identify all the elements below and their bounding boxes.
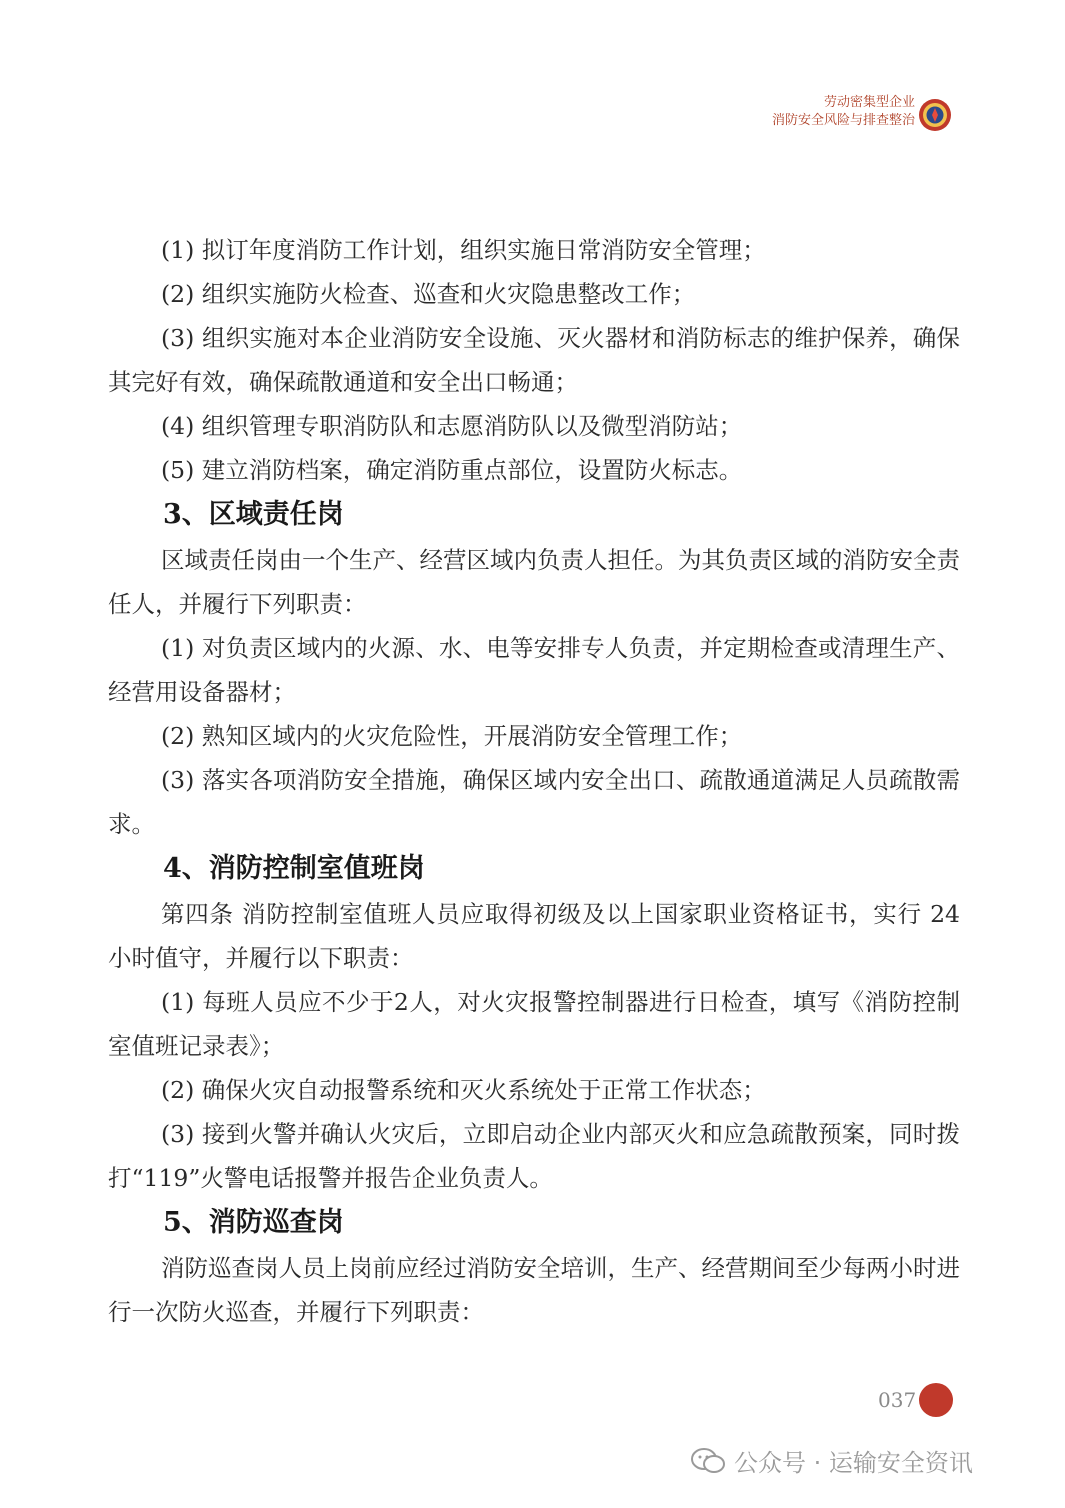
header-line-1: 劳动密集型企业 <box>823 95 915 110</box>
section-heading: 4、消防控制室值班岗 <box>163 853 425 884</box>
fire-emblem-icon <box>918 98 952 132</box>
page-marker-dot <box>919 1383 953 1417</box>
document-body <box>108 228 960 1334</box>
section-heading: 3、区域责任岗 <box>163 499 344 530</box>
list-item: (1) 每班人员应不少于2人，对火灾报警控制器进行日检查，填写《消防控制室值班记录表》； <box>108 988 960 1060</box>
list-item: (3) 接到火警并确认火灾后，立即启动企业内部灭火和应急疏散预案，同时拨打“119”火警电话报警并报告企业负责人。 <box>108 1120 960 1192</box>
header-line-2: 消防安全风险与排查整治 <box>771 113 915 128</box>
running-header <box>772 94 915 130</box>
paragraph: 区域责任岗由一个生产、经营区域内负责人担任。为其负责区域的消防安全责任人，并履行下列职责： <box>108 546 960 618</box>
list-item: (4) 组织管理专职消防队和志愿消防队以及微型消防站； <box>161 412 743 440</box>
page-number: 037 <box>878 1388 917 1412</box>
watermark-text: 公众号 · 运输安全资讯 <box>734 1449 973 1477</box>
list-item: (1) 拟订年度消防工作计划，组织实施日常消防安全管理； <box>161 236 766 264</box>
watermark <box>690 1443 973 1478</box>
list-item: (2) 组织实施防火检查、巡查和火灾隐患整改工作； <box>161 280 696 308</box>
list-item: (3) 组织实施对本企业消防安全设施、灭火器材和消防标志的维护保养，确保其完好有效，确保疏散通道和安全出口畅通； <box>108 324 960 396</box>
paragraph: 消防巡查岗人员上岗前应经过消防安全培训，生产、经营期间至少每两小时进行一次防火巡查，并履行下列职责： <box>108 1254 960 1326</box>
paragraph: 第四条 消防控制室值班人员应取得初级及以上国家职业资格证书，实行 24 小时值守，并履行以下职责： <box>108 900 960 972</box>
wechat-icon <box>690 1447 726 1475</box>
list-item: (2) 熟知区域内的火灾危险性，开展消防安全管理工作； <box>161 722 743 750</box>
list-item: (5) 建立消防档案，确定消防重点部位，设置防火标志。 <box>161 456 743 484</box>
section-heading: 5、消防巡查岗 <box>163 1207 344 1238</box>
list-item: (1) 对负责区域内的火源、水、电等安排专人负责，并定期检查或清理生产、经营用设备器材； <box>108 634 960 706</box>
list-item: (2) 确保火灾自动报警系统和灭火系统处于正常工作状态； <box>161 1076 766 1104</box>
list-item: (3) 落实各项消防安全措施，确保区域内安全出口、疏散通道满足人员疏散需求。 <box>108 766 960 838</box>
